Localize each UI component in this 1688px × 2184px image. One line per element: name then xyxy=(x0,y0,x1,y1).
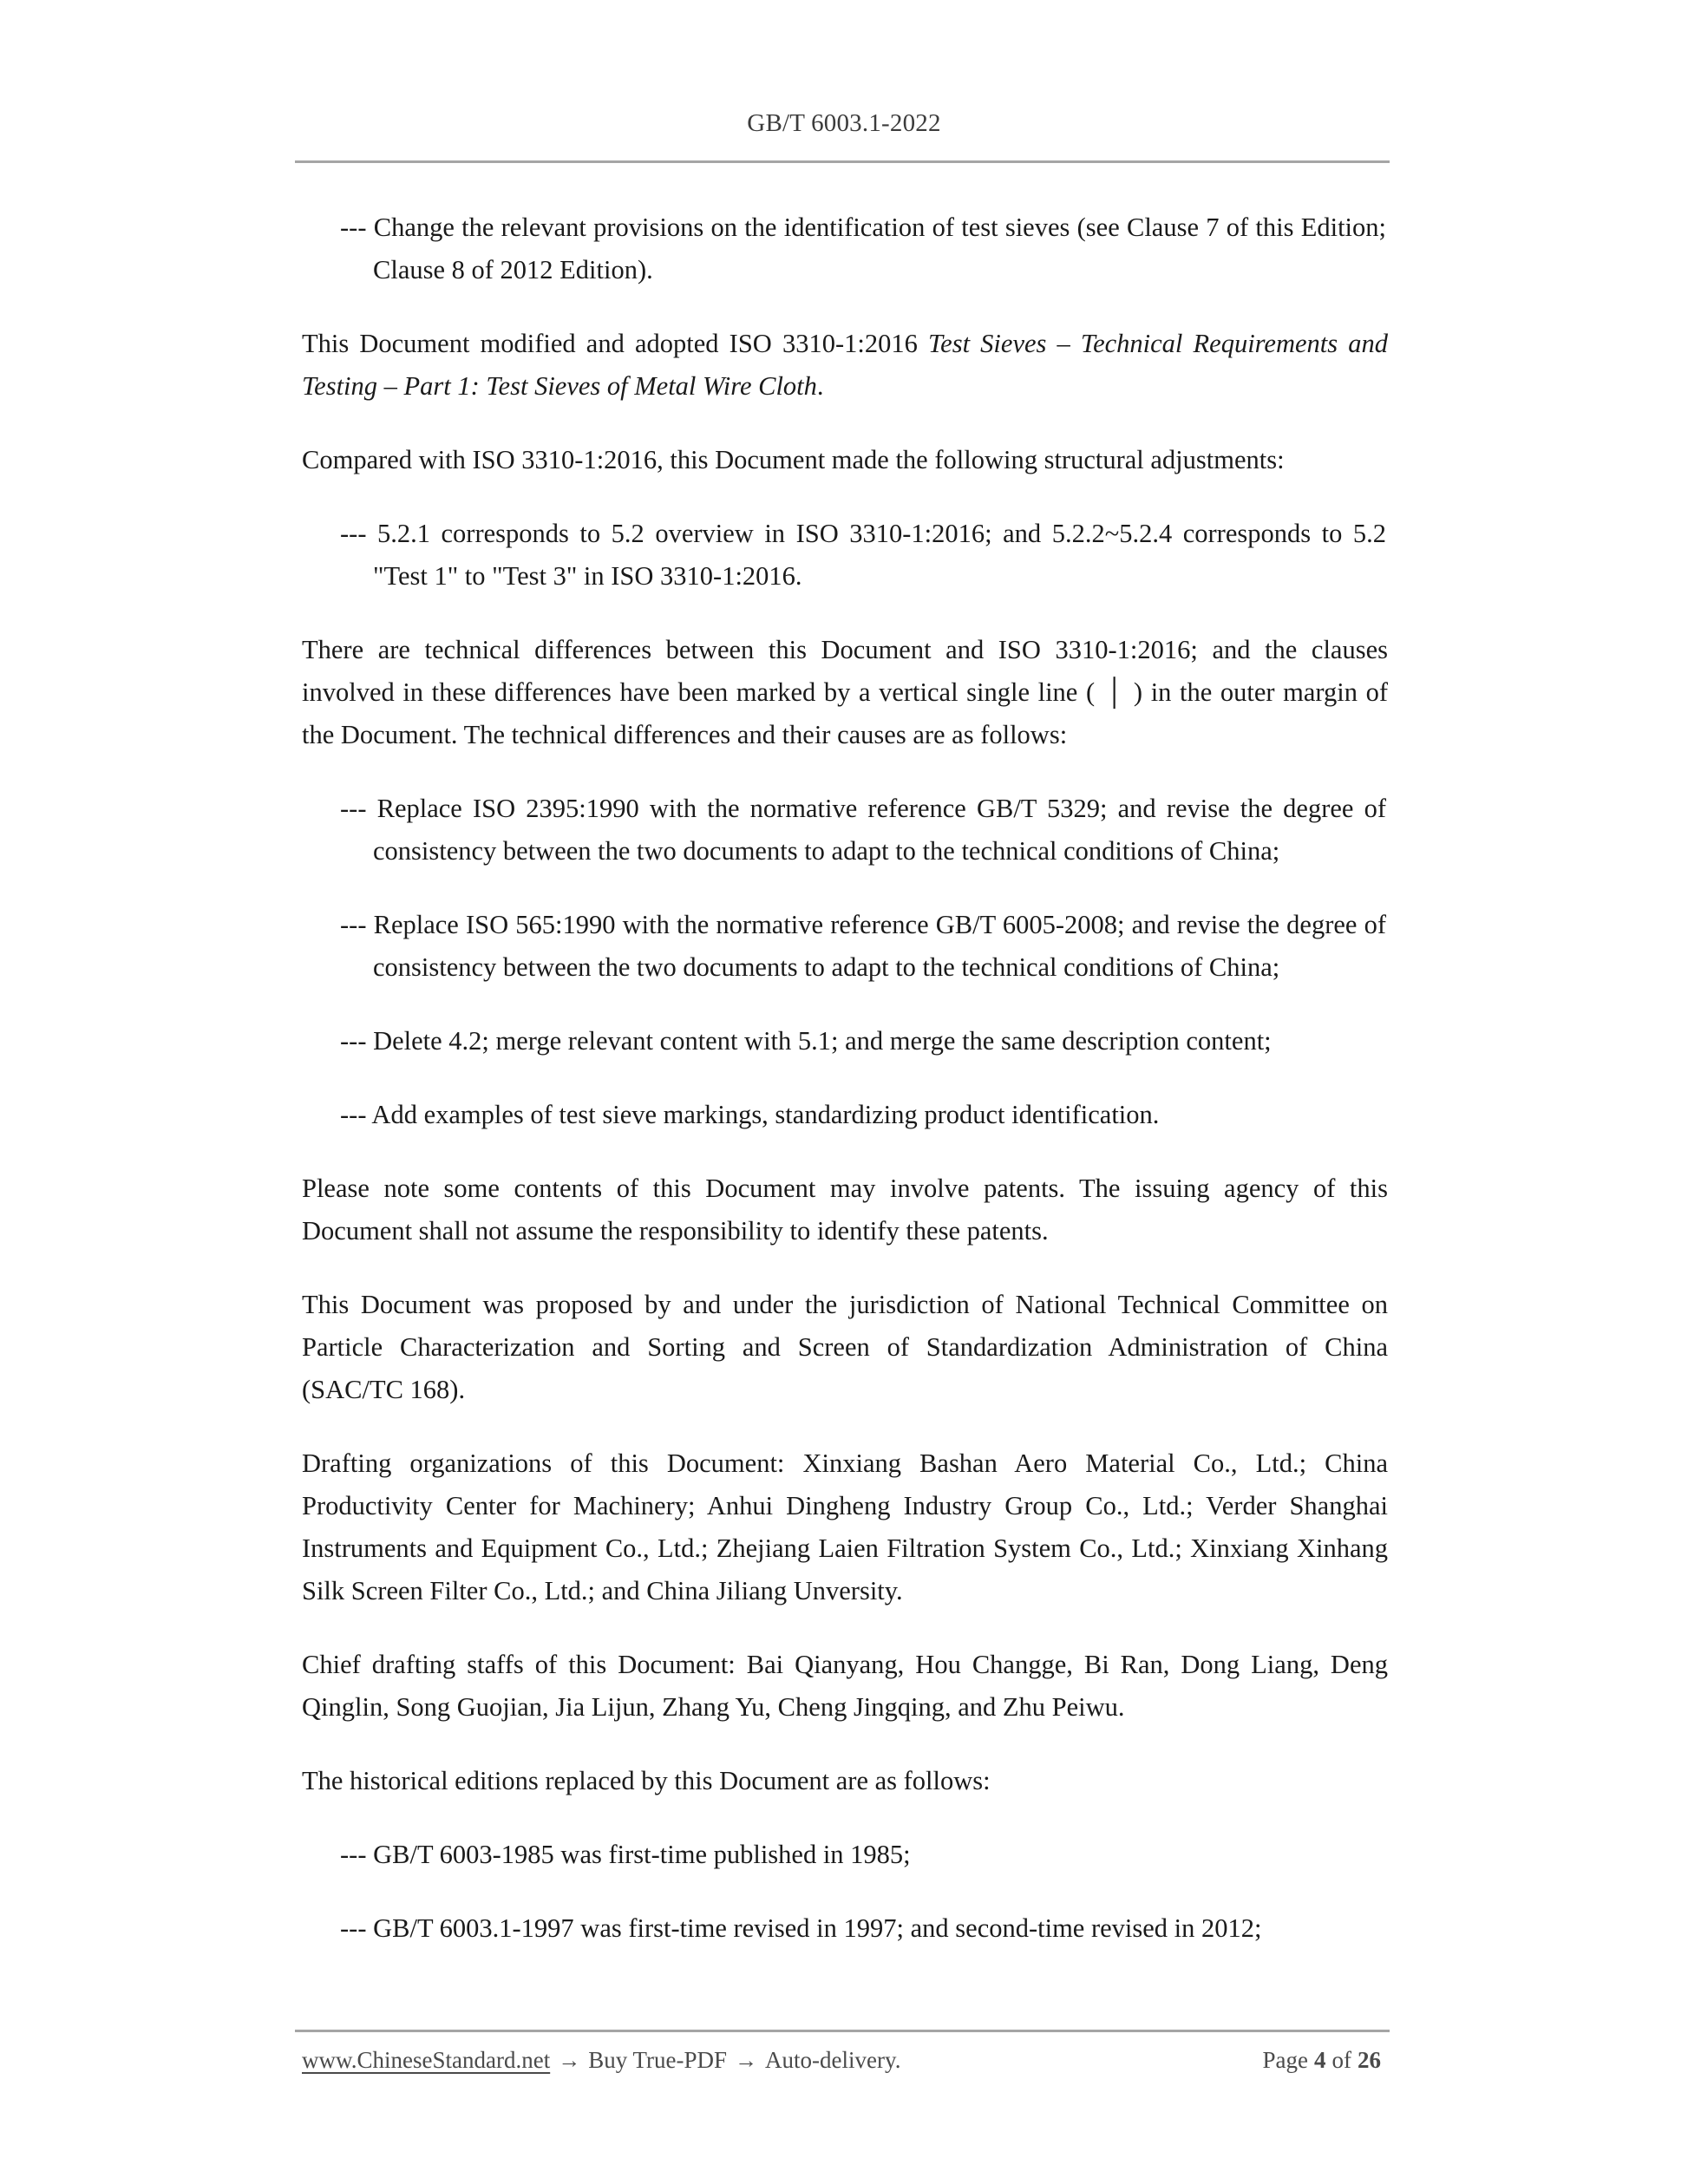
paragraph-structural-adjustments: Compared with ISO 3310-1:2016, this Document made the following structural adjustments: xyxy=(302,445,1285,474)
paragraph-historical-editions: The historical editions replaced by this Document are as follows: xyxy=(302,1766,991,1795)
document-body xyxy=(302,206,1388,1981)
page-header xyxy=(0,111,1688,136)
list-item-gbt-6003-1-1997: --- GB/T 6003.1-1997 was first-time revised in 1997; and second-time revised in 2012; xyxy=(340,1913,1262,1943)
buy-true-pdf-text: Buy True-PDF xyxy=(588,2047,728,2073)
page-footer xyxy=(302,2047,1388,2074)
modified-adopted-suffix: . xyxy=(816,371,824,401)
list-item-replace-iso-565: --- Replace ISO 565:1990 with the normative reference GB/T 6005-2008; and revise the degree of consistency between the two documents to adapt to the technical conditions of China; xyxy=(340,910,1386,982)
page-label: Page xyxy=(1262,2047,1308,2073)
current-page-number: 4 xyxy=(1314,2047,1326,2073)
auto-delivery-text: Auto-delivery. xyxy=(765,2047,901,2073)
iso-title-italic: Test Sieves – Technical Requirements and Testing – Part 1: Test Sieves of Metal Wire Cloth xyxy=(302,329,1388,401)
chinesestandard-url-link[interactable]: www.ChineseStandard.net xyxy=(302,2047,551,2073)
list-item-change-provisions: --- Change the relevant provisions on the identification of test sieves (see Clause 7 of this Edition; Clause 8 of 2012 Edition). xyxy=(340,213,1386,284)
technical-differences-part2: ) in the outer margin of the Document. The technical differences and their causes are as follows: xyxy=(302,677,1389,749)
list-item-replace-iso-2395: --- Replace ISO 2395:1990 with the normative reference GB/T 5329; and revise the degree of consistency between the two documents to adapt to the technical conditions of China; xyxy=(340,794,1386,866)
vertical-bar-marker-icon: │ xyxy=(1104,677,1124,707)
footer-divider xyxy=(295,2030,1390,2032)
technical-differences-part1: There are technical differences between this Document and ISO 3310-1:2016; and the clauses involved in these differences have been marked by a vertical single line ( xyxy=(302,635,1388,707)
of-label: of xyxy=(1331,2047,1351,2073)
modified-adopted-prefix: This Document modified and adopted ISO 3310-1:2016 xyxy=(302,329,928,358)
header-divider xyxy=(295,160,1390,163)
footer-promo xyxy=(302,2047,900,2074)
paragraph-modified-adopted xyxy=(302,323,1388,408)
paragraph-drafting-organizations: Drafting organizations of this Document: Xinxiang Bashan Aero Material Co., Ltd.; China Productivity Center for Machinery; Anhui Dingheng Industry Group Co., Ltd.; Verder Shanghai Instruments and Equipment Co., Ltd.; Zhejiang Laien Filtration System Co., Ltd.; Xinxiang Xinhang Silk Screen Filter Co., Ltd.; and China Jiliang Unversity. xyxy=(302,1448,1388,1605)
total-page-count: 26 xyxy=(1358,2047,1381,2073)
standard-number-header: GB/T 6003.1-2022 xyxy=(747,109,941,137)
paragraph-technical-differences xyxy=(302,629,1388,756)
paragraph-jurisdiction: This Document was proposed by and under the jurisdiction of National Technical Committee on Particle Characterization and Sorting and Screen of Standardization Administration of China (SAC/TC 168). xyxy=(302,1290,1388,1404)
page-number-indicator xyxy=(1263,2047,1388,2074)
paragraph-chief-drafting-staff: Chief drafting staffs of this Document: Bai Qianyang, Hou Changge, Bi Ran, Dong Liang, Deng Qinglin, Song Guojian, Jia Lijun, Zhang Yu, Cheng Jingqing, and Zhu Peiwu. xyxy=(302,1650,1388,1722)
list-item-521-corresponds: --- 5.2.1 corresponds to 5.2 overview in ISO 3310-1:2016; and 5.2.2~5.2.4 corresponds to 5.2 "Test 1" to "Test 3" in ISO 3310-1:2016. xyxy=(340,519,1386,591)
arrow-right-icon: → xyxy=(558,2048,581,2073)
paragraph-patents-notice: Please note some contents of this Document may involve patents. The issuing agency of this Document shall not assume the responsibility to identify these patents. xyxy=(302,1174,1388,1246)
list-item-add-examples: --- Add examples of test sieve markings, standardizing product identification. xyxy=(340,1100,1160,1129)
arrow-right-icon-2: → xyxy=(735,2048,758,2073)
list-item-delete-42: --- Delete 4.2; merge relevant content with 5.1; and merge the same description content; xyxy=(340,1026,1272,1056)
list-item-gbt-6003-1985: --- GB/T 6003-1985 was first-time published in 1985; xyxy=(340,1840,911,1869)
